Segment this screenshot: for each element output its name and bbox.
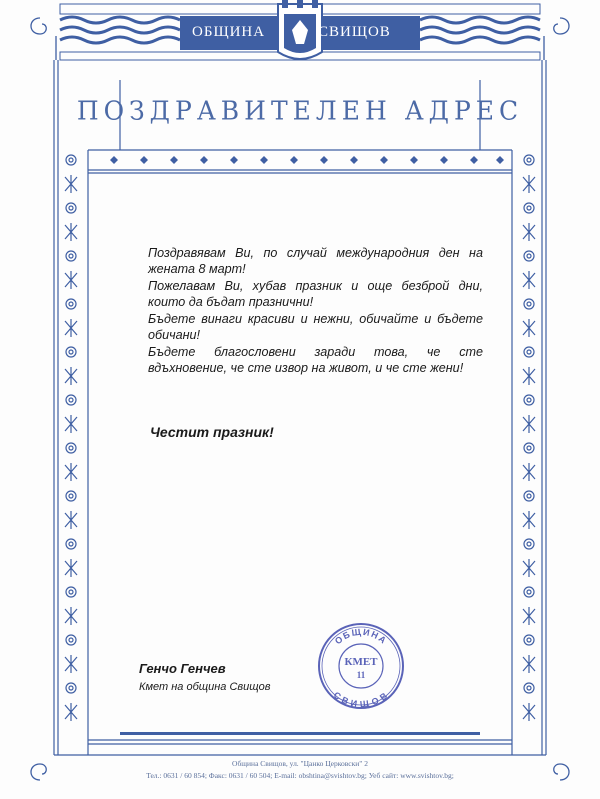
cross-ornament-icon [523, 559, 535, 577]
flower-ornament-icon [66, 539, 76, 549]
cross-ornament-icon [523, 319, 535, 337]
flower-ornament-icon [524, 251, 534, 261]
flower-ornament-icon [69, 158, 73, 162]
cross-ornament-icon [523, 223, 535, 241]
flower-ornament-icon [66, 683, 76, 693]
cross-ornament-icon [523, 271, 535, 289]
seal-bottom-text: СВИЩОВ [331, 689, 391, 710]
flower-ornament-icon [527, 254, 531, 258]
flower-ornament-icon [527, 398, 531, 402]
seal-top-text: ОБЩИНА [332, 626, 390, 647]
flower-ornament-icon [69, 398, 73, 402]
cross-ornament-icon [523, 175, 535, 193]
flower-ornament-icon [524, 155, 534, 165]
cross-ornament-icon [523, 463, 535, 481]
flower-ornament-icon [69, 494, 73, 498]
letter-body [148, 245, 483, 377]
cross-ornament-icon [65, 703, 77, 721]
flower-ornament-icon [527, 542, 531, 546]
flower-ornament-icon [527, 206, 531, 210]
flower-ornament-icon [524, 395, 534, 405]
municipality-name: СВИЩОВ [318, 24, 391, 40]
flower-ornament-icon [69, 206, 73, 210]
cross-ornament-icon [65, 367, 77, 385]
flower-ornament-icon [69, 254, 73, 258]
cross-ornament-icon [523, 607, 535, 625]
greeting: Честит празник! [150, 424, 274, 440]
flower-ornament-icon [69, 686, 73, 690]
flower-ornament-icon [527, 494, 531, 498]
flower-ornament-icon [524, 347, 534, 357]
cross-ornament-icon [65, 511, 77, 529]
seal-center-label: КМЕТ [344, 656, 378, 668]
flower-ornament-icon [69, 302, 73, 306]
flower-ornament-icon [66, 491, 76, 501]
flower-ornament-icon [66, 443, 76, 453]
flower-ornament-icon [524, 635, 534, 645]
flower-ornament-icon [524, 203, 534, 213]
cross-ornament-icon [65, 655, 77, 673]
cross-ornament-icon [65, 319, 77, 337]
flower-ornament-icon [527, 446, 531, 450]
flower-ornament-icon [66, 347, 76, 357]
cross-ornament-icon [65, 559, 77, 577]
cross-ornament-icon [65, 271, 77, 289]
cross-ornament-icon [65, 175, 77, 193]
document-title: ПОЗДРАВИТЕЛЕН АДРЕС [76, 95, 524, 126]
flower-ornament-icon [66, 299, 76, 309]
flower-ornament-icon [524, 683, 534, 693]
signer-title: Кмет на община Свищов [139, 681, 271, 693]
flower-ornament-icon [66, 251, 76, 261]
flower-ornament-icon [66, 203, 76, 213]
flower-ornament-icon [527, 638, 531, 642]
cross-ornament-icon [523, 703, 535, 721]
flower-ornament-icon [69, 542, 73, 546]
flower-ornament-icon [524, 587, 534, 597]
flower-ornament-icon [66, 635, 76, 645]
cross-ornament-icon [65, 607, 77, 625]
body-paragraph: Поздравявам Ви, по случай международния ден на жената 8 март! [148, 246, 483, 276]
body-paragraph: Бъдете благословени заради това, че сте вдъхновение, че сте извор на живот, и че сте жени! [148, 345, 483, 375]
cross-ornament-icon [65, 415, 77, 433]
seal-center-number: 11 [356, 670, 366, 680]
cross-ornament-icon [523, 511, 535, 529]
municipality-label: ОБЩИНА [192, 24, 266, 40]
flower-ornament-icon [66, 395, 76, 405]
flower-ornament-icon [527, 302, 531, 306]
flower-ornament-icon [69, 590, 73, 594]
flower-ornament-icon [66, 587, 76, 597]
flower-ornament-icon [524, 299, 534, 309]
flower-ornament-icon [527, 686, 531, 690]
footer-address: Община Свищов, ул. "Цанко Церковски" 2 [232, 759, 368, 768]
flower-ornament-icon [69, 638, 73, 642]
body-paragraph: Бъдете винаги красиви и нежни, обичайте и бъдете обичани! [148, 312, 483, 342]
official-seal [316, 621, 406, 711]
flower-ornament-icon [527, 158, 531, 162]
letterhead-banner [0, 0, 600, 70]
flower-ornament-icon [69, 446, 73, 450]
body-paragraph: Пожелавам Ви, хубав празник и още безброй дни, които да бъдат празнични! [148, 279, 483, 309]
flower-ornament-icon [69, 350, 73, 354]
cross-ornament-icon [523, 655, 535, 673]
cross-ornament-icon [523, 367, 535, 385]
cross-ornament-icon [523, 415, 535, 433]
flower-ornament-icon [66, 155, 76, 165]
flower-ornament-icon [527, 350, 531, 354]
flower-ornament-icon [524, 539, 534, 549]
flower-ornament-icon [527, 590, 531, 594]
cross-ornament-icon [65, 223, 77, 241]
cross-ornament-icon [65, 463, 77, 481]
footer-contacts: Тел.: 0631 / 60 854; Факс: 0631 / 60 504; E-mail: obshtina@svishtov.bg; Уеб сайт: www.svishtov.bg; [146, 771, 454, 780]
flower-ornament-icon [524, 491, 534, 501]
flower-ornament-icon [524, 443, 534, 453]
signer-name: Генчо Генчев [139, 661, 226, 676]
